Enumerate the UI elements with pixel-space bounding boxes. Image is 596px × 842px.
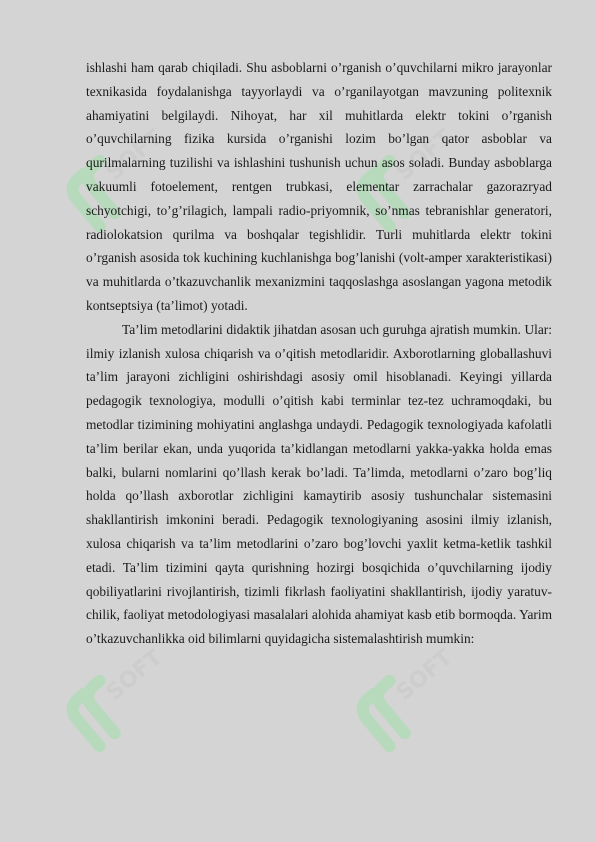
- svg-text:SOFT: SOFT: [391, 645, 458, 706]
- watermark-logo-icon: [330, 640, 458, 760]
- paragraph-1: ishlashi ham qarab chiqiladi. Shu asboblarni o’rganish o’quvchilarni mikro jarayonlar texnikasida foydalanishga tayyorlaydi va o’rganilayotgan mavzuning politexnik ahamiyatini belgilaydi. Nihoyat, har xil muhitlarda elektr tokini o’rganish o’quvchilarning fizika kursida o’rganishi lozim bo’lgan qator asboblar va qurilmalarning tuzilishi va ishlashini tushunish uchun asos soladi. Bunday asboblarga vakuumli fotoelement, rentgen trubkasi, elementar zarrachalar gazorazryad schyotchigi, to’g’rilagich, lampali radio-priyomnik, so’nmas tebranishlar generatori, radiolokatsion qurilma va boshqalar tegishlidir. Turli muhitlarda elektr tokini o’rganish asosida tok kuchining kuchlanishga bog’lanishi (volt-amper xarakteristikasi) va muhitlarda o’tkazuvchanlik mexanizmini taqqoslashga asoslangan yagona metodik kontseptsiya (ta’limot) yotadi.: [86, 60, 552, 313]
- watermark-logo-icon: [40, 640, 168, 760]
- watermark-text: SOFT: [101, 125, 168, 186]
- svg-text:SOFT: SOFT: [101, 645, 168, 706]
- paragraph-2: Ta’lim metodlarini didaktik jihatdan asosan uch guruhga ajratish mumkin. Ular: ilmiy izlanish xulosa chiqarish va o’qitish metodlaridir. Axborotlarning globallashuvi ta’lim jarayoni zichligini oshirishdagi asosiy omil hisoblanadi. Keyingi yillarda pedagogik texnologiya, modulli o’qitish kabi terminlar tez-tez uchramoqdaki, bu metodlar tizimining mohiyatini anglashga undaydi. Pedagogik texnologiyada kafolatli ta’lim berilar ekan, unda yuqorida ta’kidlangan metodlarni yakka-yakka holda emas balki, bularni nomlarini qo’llash kerak bo’ladi. Ta’limda, metodlarni o’zaro bog’liq holda qo’llash axborotlar zichligini kamaytirib asosiy tushunchalar sistemasini shakllantirish imkonini beradi. Pedagogik texnologiyaning asosini ilmiy izlanish, xulosa chiqarish va ta’lim metodlarini o’zaro bog’lovchi yaxlit ketma-ketlik tashkil etadi. Ta’lim tizimini qayta qurishning hozirgi bosqichida o’quvchilarning ijodiy qobiliyatlarini rivojlantirish, tizimli fikrlash faoliyatini shakllantirish, ijodiy yaratuv-chilik, faoliyat metodologiyasi masalalari alohida ahamiyat kasb etib bormoqda. Yarim o’tkazuvchanlikka oid bilimlarni quyidagicha sistemalashtirish mumkin:: [86, 321, 552, 647]
- body-text: [86, 56, 552, 651]
- svg-text:SOFT: SOFT: [391, 125, 458, 186]
